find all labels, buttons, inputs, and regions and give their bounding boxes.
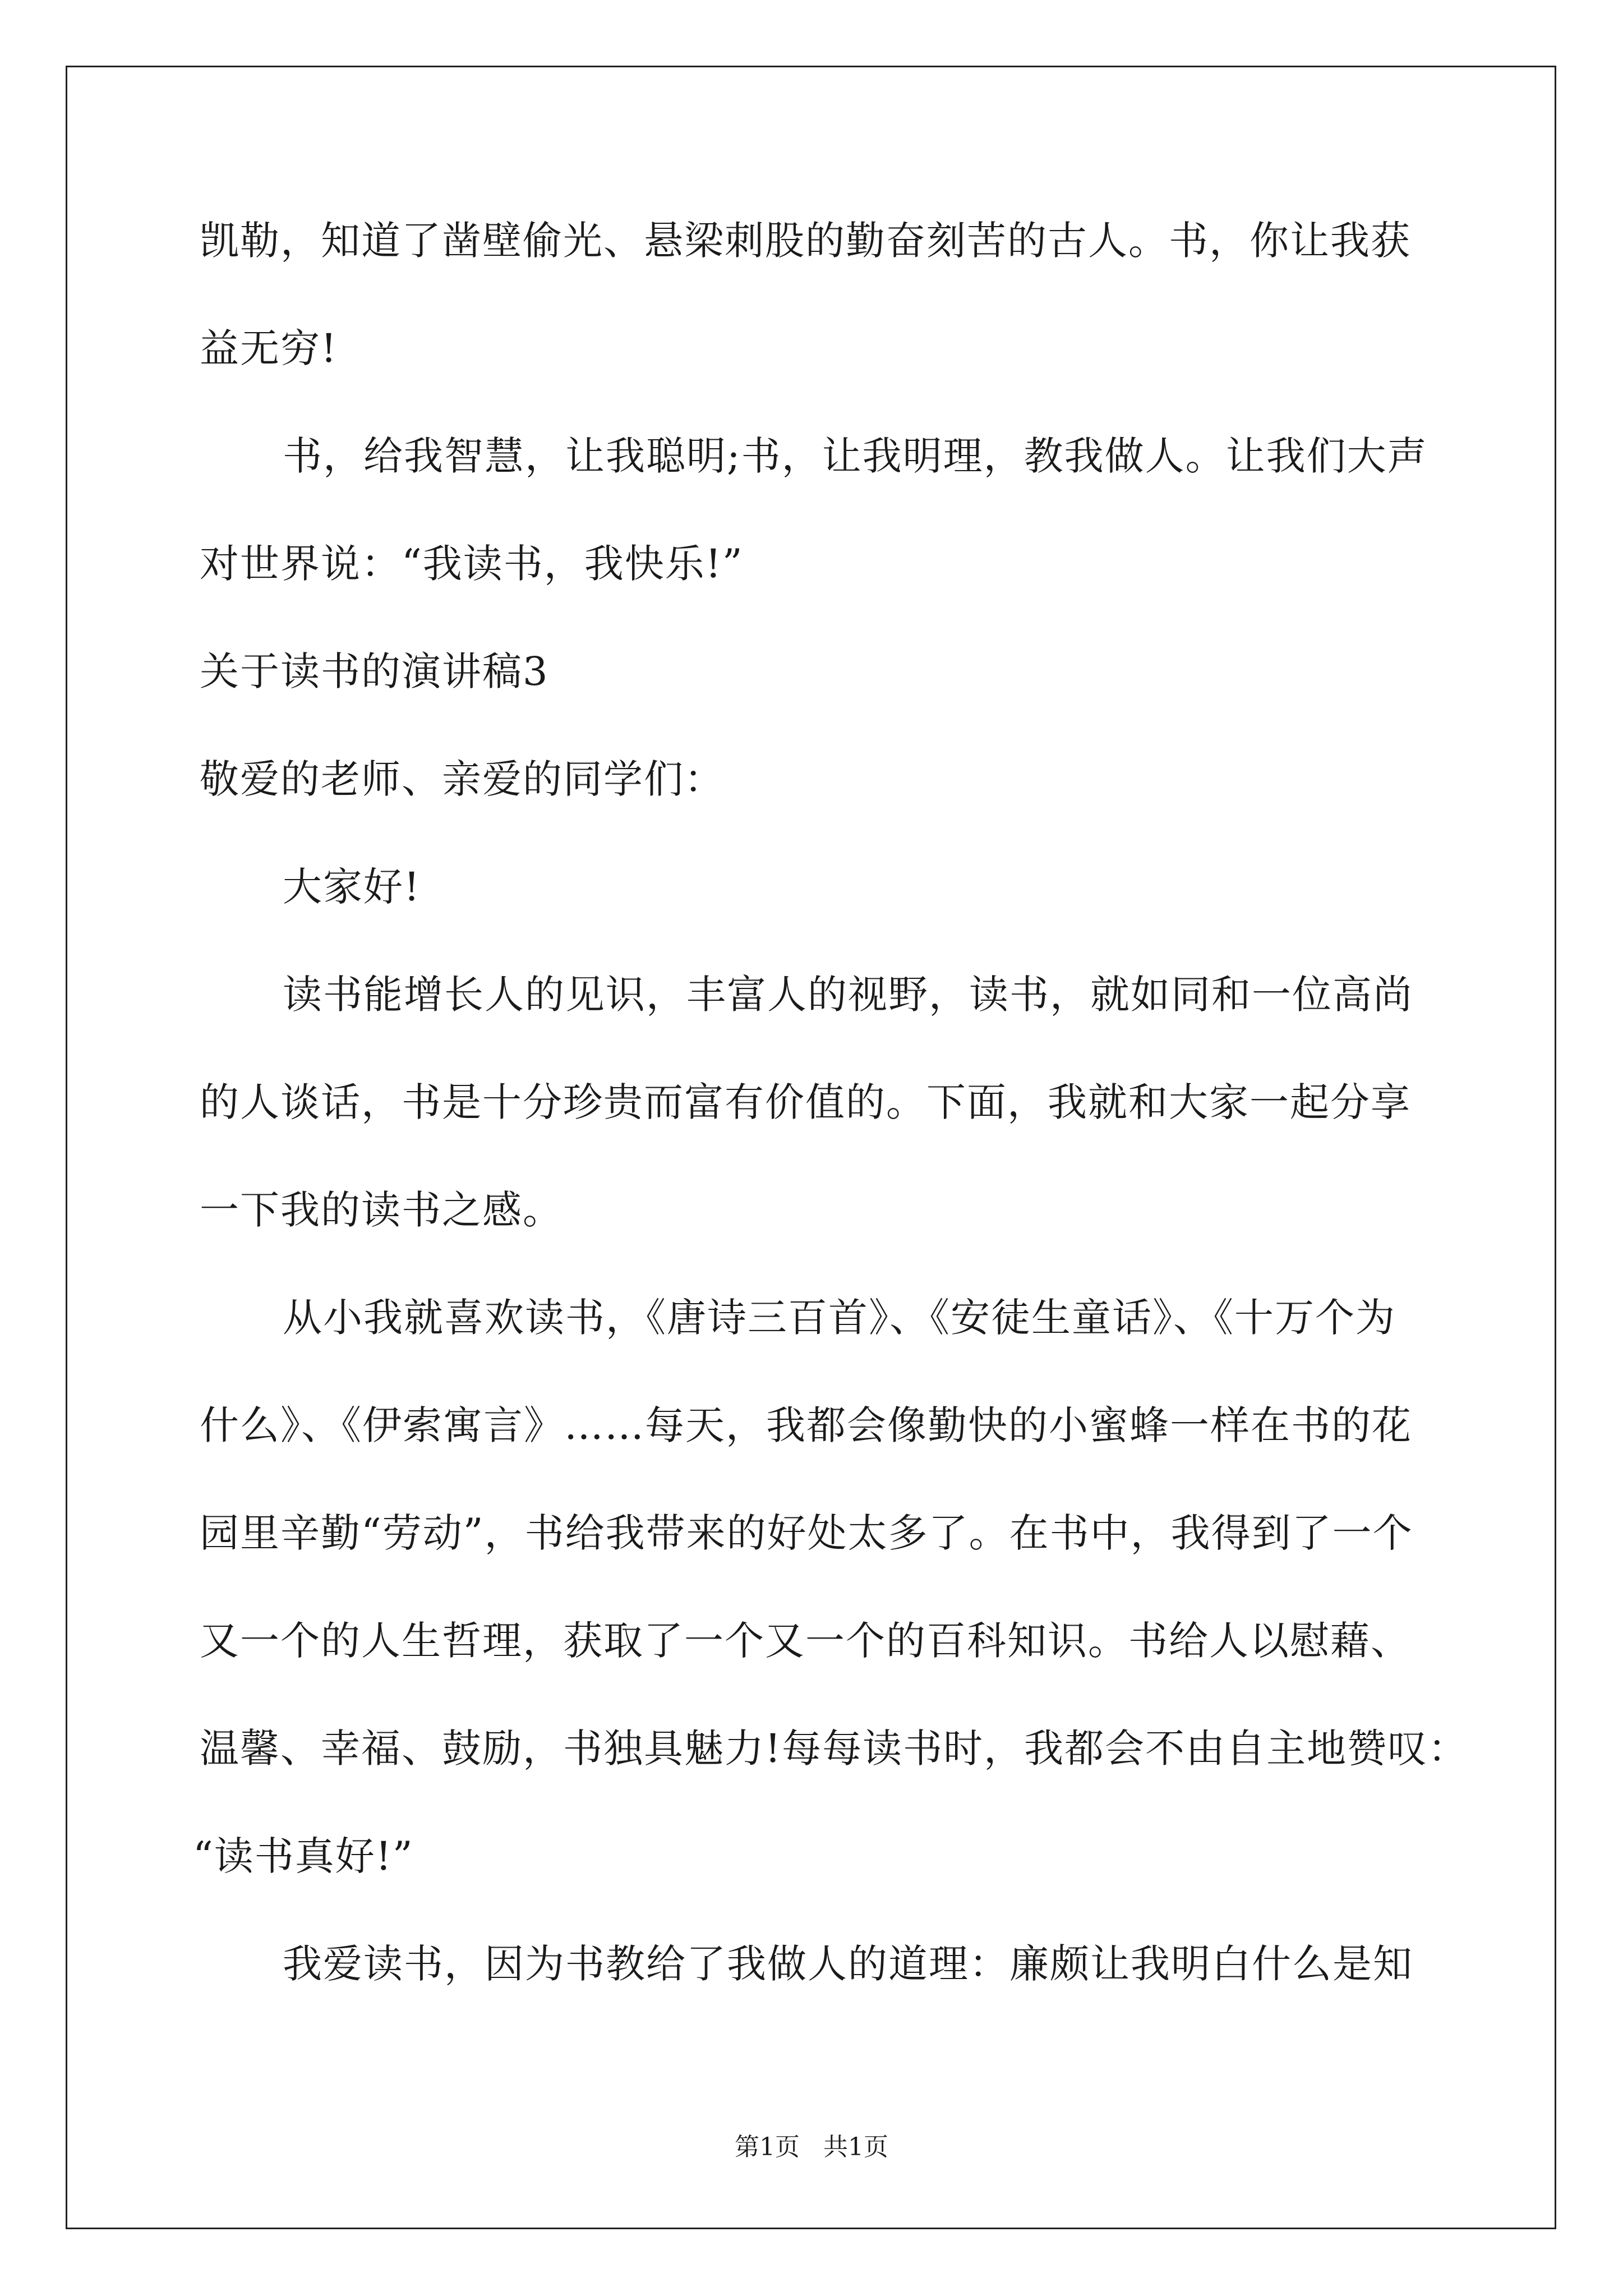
paragraph-line: 读书能增长人的见识，丰富人的视野，读书，就如同和一位高尚 (283, 972, 1413, 1018)
salutation: 敬爱的老师、亲爱的同学们： (200, 756, 725, 802)
paragraph-line: 的人谈话，书是十分珍贵而富有价值的。下面，我就和大家一起分享 (200, 1079, 1411, 1125)
paragraph-line: 园里辛勤“劳动”，书给我带来的好处太多了。在书中，我得到了一个 (200, 1510, 1413, 1556)
greeting: 大家好! (283, 864, 421, 910)
paragraph-line: 书，给我智慧，让我聪明;书，让我明理，教我做人。让我们大声 (283, 433, 1428, 479)
paragraph-line: 从小我就喜欢读书，《唐诗三百首》、《安徒生童话》、《十万个为 (283, 1295, 1396, 1341)
paragraph-line: 温馨、幸福、鼓励，书独具魅力!每每读书时，我都会不由自主地赞叹： (200, 1726, 1469, 1772)
paragraph-line: 对世界说：“我读书，我快乐!” (200, 541, 744, 587)
paragraph-line: 我爱读书，因为书教给了我做人的道理：廉颇让我明白什么是知 (283, 1941, 1413, 1987)
paragraph-line: 益无穷! (200, 325, 338, 371)
section-heading: 关于读书的演讲稿3 (200, 648, 549, 694)
paragraph-line: 一下我的读书之感。 (200, 1187, 563, 1233)
page-number: 第1页 共1页 (735, 2133, 888, 2161)
document-body (193, 213, 1469, 1991)
paragraph-line: 什么》、《伊索寓言》……每天，我都会像勤快的小蜜蜂一样在书的花 (200, 1402, 1412, 1448)
paragraph-line: “读书真好!” (193, 1833, 414, 1879)
paragraph-line: 又一个的人生哲理，获取了一个又一个的百科知识。书给人以慰藉、 (200, 1618, 1411, 1664)
paragraph-line: 凯勒，知道了凿壁偷光、悬梁刺股的勤奋刻苦的古人。书，你让我获 (200, 218, 1411, 264)
